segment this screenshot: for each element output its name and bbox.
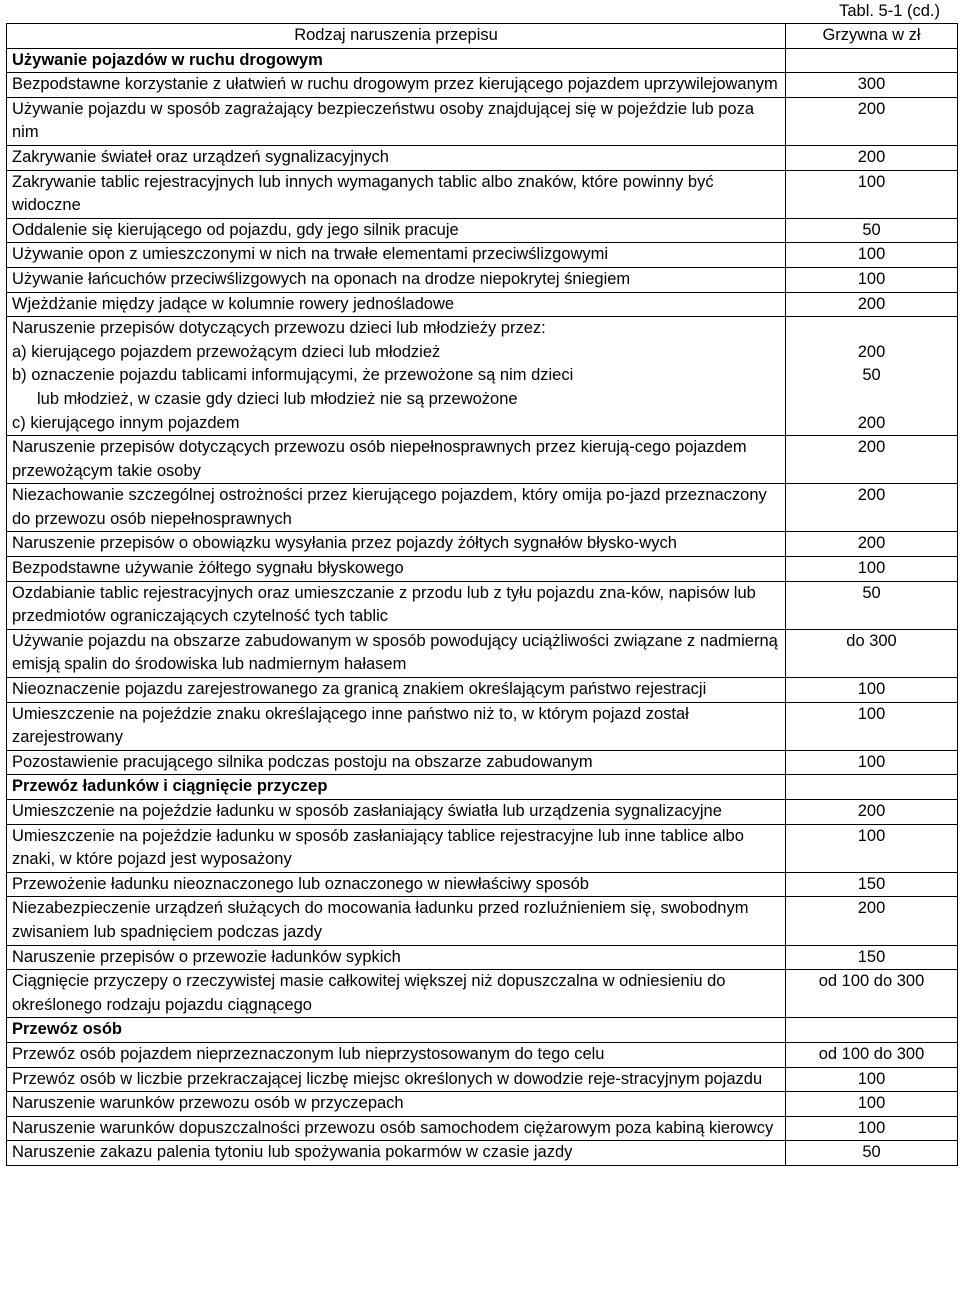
fine-amount: 100 xyxy=(786,557,958,582)
table-row xyxy=(7,292,958,317)
fine-amount: 100 xyxy=(786,243,958,268)
violation-text: Umieszczenie na pojeździe ładunku w sposób zasłaniający światła lub urządzenia sygnalizacyjne xyxy=(7,800,786,825)
fine-amount: 100 xyxy=(786,678,958,703)
violation-text: Zakrywanie świateł oraz urządzeń sygnalizacyjnych xyxy=(7,145,786,170)
section-fine-empty xyxy=(786,48,958,73)
table-row xyxy=(7,1116,958,1141)
violation-text: Nieoznaczenie pojazdu zarejestrowanego za granicą znakiem określającym państwo rejestracji xyxy=(7,678,786,703)
fines-table-body xyxy=(7,24,958,1166)
fine-amount: 200 xyxy=(786,897,958,945)
violation-text: Używanie pojazdu na obszarze zabudowanym w sposób powodujący uciążliwości związane z nadmierną emisją spalin do środowiska lub nadmiernym hałasem xyxy=(7,629,786,677)
violation-text: Przewóz osób pojazdem nieprzeznaczonym lub nieprzystosowanym do tego celu xyxy=(7,1042,786,1067)
table-header-row xyxy=(7,24,958,49)
fine-amount: 200 xyxy=(786,532,958,557)
fines-table xyxy=(6,23,958,1166)
violation-text: Niezabezpieczenie urządzeń służących do mocowania ładunku przed rozluźnieniem się, swobodnym zwisaniem lub spadnięciem podczas jazdy xyxy=(7,897,786,945)
fine-amount: 100 xyxy=(786,1116,958,1141)
fine-amount: 300 xyxy=(786,73,958,98)
table-row xyxy=(7,145,958,170)
violation-text: Pozostawienie pracującego silnika podczas postoju na obszarze zabudowanym xyxy=(7,750,786,775)
table-row xyxy=(7,945,958,970)
fine-amount: 200 xyxy=(786,800,958,825)
table-row xyxy=(7,702,958,750)
group-fine-c: 200 xyxy=(857,413,886,432)
section-title: Używanie pojazdów w ruchu drogowym xyxy=(7,48,786,73)
violation-text: Przewóz osób w liczbie przekraczającej liczbę miejsc określonych w dowodzie reje-stracyjnym pojazdu xyxy=(7,1067,786,1092)
fine-amount: 50 xyxy=(786,1141,958,1166)
violation-text: Naruszenie warunków przewozu osób w przyczepach xyxy=(7,1092,786,1117)
fine-amount: 100 xyxy=(786,824,958,872)
violation-text: Umieszczenie na pojeździe ładunku w sposób zasłaniający tablice rejestracyjne lub inne tablice albo znaki, w które pojazd jest wyposażony xyxy=(7,824,786,872)
fine-amount: od 100 do 300 xyxy=(786,1042,958,1067)
section-title: Przewóz osób xyxy=(7,1018,786,1043)
table-row xyxy=(7,73,958,98)
fine-amount: 200 xyxy=(786,292,958,317)
fine-amount: 200 xyxy=(786,97,958,145)
violation-text: Naruszenie przepisów o obowiązku wysyłania przez pojazdy żółtych sygnałów błysko-wych xyxy=(7,532,786,557)
table-row xyxy=(7,897,958,945)
fine-amount: 100 xyxy=(786,1092,958,1117)
violation-text: Naruszenie zakazu palenia tytoniu lub spożywania pokarmów w czasie jazdy xyxy=(7,1141,786,1166)
group-fine-blank xyxy=(791,388,952,412)
table-row xyxy=(7,1067,958,1092)
table-row xyxy=(7,970,958,1018)
fine-amount: 100 xyxy=(786,750,958,775)
fine-amount: 50 xyxy=(786,581,958,629)
table-row xyxy=(7,267,958,292)
table-row xyxy=(7,484,958,532)
violation-text: Bezpodstawne korzystanie z ułatwień w ruchu drogowym przez kierującego pojazdem uprzywilejowanym xyxy=(7,73,786,98)
section-row xyxy=(7,48,958,73)
group-item-a: a) kierującego pojazdem przewożącym dzieci lub młodzież xyxy=(12,342,441,361)
fine-amount: 150 xyxy=(786,945,958,970)
violation-text: Naruszenie przepisów dotyczących przewozu osób niepełnosprawnych przez kierują-cego pojazdem przewożącym takie osoby xyxy=(7,436,786,484)
fine-amount: do 300 xyxy=(786,629,958,677)
table-row xyxy=(7,436,958,484)
table-row xyxy=(7,1141,958,1166)
violation-text: Przewożenie ładunku nieoznaczonego lub oznaczonego w niewłaściwy sposób xyxy=(7,872,786,897)
table-row xyxy=(7,218,958,243)
fine-group-amounts xyxy=(786,317,958,436)
fine-amount: 100 xyxy=(786,702,958,750)
table-row xyxy=(7,1092,958,1117)
fine-amount: 50 xyxy=(786,218,958,243)
fine-amount: od 100 do 300 xyxy=(786,970,958,1018)
table-caption: Tabl. 5-1 (cd.) xyxy=(839,2,940,20)
violation-text: Naruszenie przepisów o przewozie ładunków sypkich xyxy=(7,945,786,970)
fine-amount: 150 xyxy=(786,872,958,897)
table-row-group xyxy=(7,317,958,436)
group-fine-blank xyxy=(791,317,952,341)
violation-text: Używanie pojazdu w sposób zagrażający bezpieczeństwu osoby znajdującej się w pojeździe lub poza nim xyxy=(7,97,786,145)
fine-amount: 100 xyxy=(786,1067,958,1092)
section-title: Przewóz ładunków i ciągnięcie przyczep xyxy=(7,775,786,800)
group-fine-a: 200 xyxy=(857,342,886,361)
section-fine-empty xyxy=(786,775,958,800)
table-row xyxy=(7,678,958,703)
table-row xyxy=(7,581,958,629)
violation-group-text xyxy=(7,317,786,436)
section-row xyxy=(7,775,958,800)
fine-amount: 100 xyxy=(786,267,958,292)
fine-amount: 200 xyxy=(786,145,958,170)
group-intro: Naruszenie przepisów dotyczących przewozu dzieci lub młodzieży przez: xyxy=(12,319,546,338)
table-row xyxy=(7,170,958,218)
table-row xyxy=(7,557,958,582)
violation-text: Ozdabianie tablic rejestracyjnych oraz umieszczanie z przodu lub z tyłu pojazdu zna-ków, napisów lub przedmiotów ograniczających czytelność tych tablic xyxy=(7,581,786,629)
violation-text: Umieszczenie na pojeździe znaku określającego inne państwo niż to, w którym pojazd został zarejestrowany xyxy=(7,702,786,750)
table-row xyxy=(7,872,958,897)
violation-text: Używanie łańcuchów przeciwślizgowych na oponach na drodze niepokrytej śniegiem xyxy=(7,267,786,292)
header-fine: Grzywna w zł xyxy=(786,24,958,49)
violation-text: Niezachowanie szczególnej ostrożności przez kierującego pojazdem, który omija po-jazd przeznaczony do przewozu osób niepełnosprawnych xyxy=(7,484,786,532)
table-row xyxy=(7,243,958,268)
table-row xyxy=(7,97,958,145)
section-row xyxy=(7,1018,958,1043)
violation-text: Wjeżdżanie między jadące w kolumnie rowery jednośladowe xyxy=(7,292,786,317)
header-violation: Rodzaj naruszenia przepisu xyxy=(7,24,786,49)
fine-amount: 200 xyxy=(786,436,958,484)
group-item-b-cont: lub młodzież, w czasie gdy dzieci lub młodzież nie są przewożone xyxy=(37,389,518,408)
violation-text: Używanie opon z umieszczonymi w nich na trwałe elementami przeciwślizgowymi xyxy=(7,243,786,268)
fine-amount: 200 xyxy=(786,484,958,532)
table-row xyxy=(7,750,958,775)
violation-text: Zakrywanie tablic rejestracyjnych lub innych wymaganych tablic albo znaków, które powinny być widoczne xyxy=(7,170,786,218)
table-row xyxy=(7,1042,958,1067)
group-fine-b: 50 xyxy=(862,366,881,385)
violation-text: Bezpodstawne używanie żółtego sygnału błyskowego xyxy=(7,557,786,582)
violation-text: Naruszenie warunków dopuszczalności przewozu osób samochodem ciężarowym poza kabiną kierowcy xyxy=(7,1116,786,1141)
table-row xyxy=(7,532,958,557)
table-row xyxy=(7,629,958,677)
table-row xyxy=(7,800,958,825)
violation-text: Oddalenie się kierującego od pojazdu, gdy jego silnik pracuje xyxy=(7,218,786,243)
group-item-c: c) kierującego innym pojazdem xyxy=(12,413,240,432)
fine-amount: 100 xyxy=(786,170,958,218)
table-row xyxy=(7,824,958,872)
group-item-b: b) oznaczenie pojazdu tablicami informującymi, że przewożone są nim dzieci xyxy=(12,366,574,385)
violation-text: Ciągnięcie przyczepy o rzeczywistej masie całkowitej większej niż dopuszczalna w odniesieniu do określonego rodzaju pojazdu ciągnącego xyxy=(7,970,786,1018)
section-fine-empty xyxy=(786,1018,958,1043)
